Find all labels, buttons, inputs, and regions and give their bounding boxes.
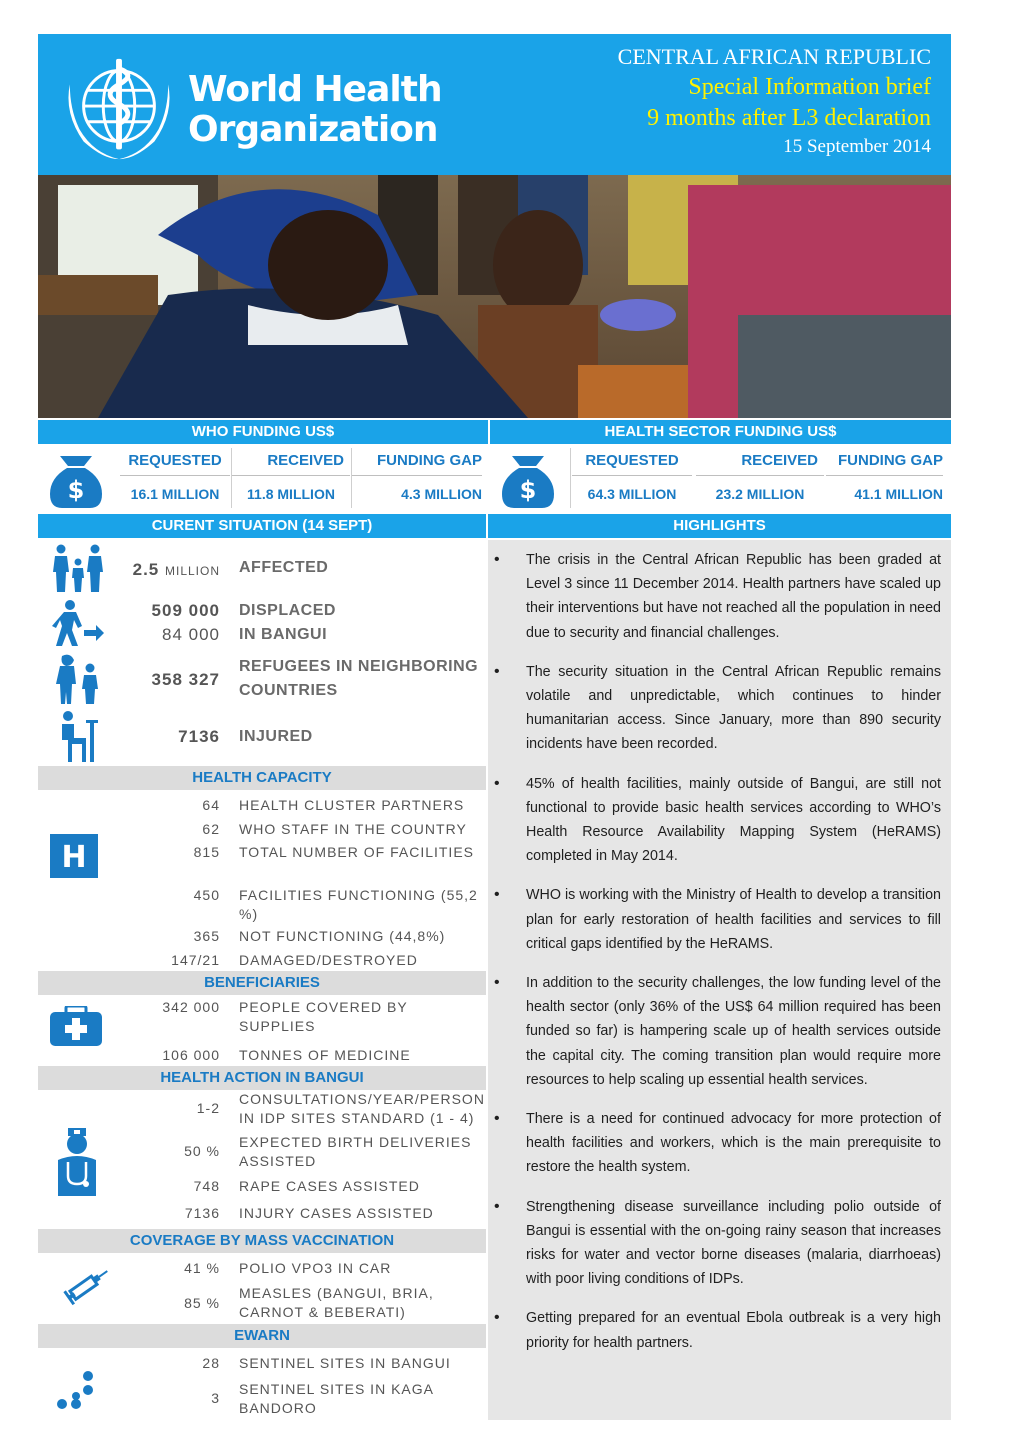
list-item — [488, 548, 951, 645]
bullet-icon: • — [494, 1110, 500, 1128]
who-requested-value: 16.1 MILLION — [130, 486, 220, 502]
bullet-icon: • — [494, 886, 500, 904]
bullet-icon: • — [494, 551, 500, 568]
capacity-label: DAMAGED/DESTROYED — [239, 952, 418, 968]
ewarn-value: 3 — [211, 1390, 220, 1406]
vaccination-value: 85 % — [184, 1295, 220, 1311]
refugees-label: REFUGEES IN NEIGHBORING COUNTRIES — [239, 658, 479, 699]
injured-label: INJURED — [239, 728, 313, 745]
highlights-panel — [488, 540, 951, 1420]
hospital-icon — [50, 834, 98, 878]
situation-title: CURENT SITUATION (14 SEPT) — [38, 514, 486, 538]
health-action-label: EXPECTED BIRTH DELIVERIES ASSISTED — [239, 1134, 472, 1169]
sector-gap-value: 41.1 MILLION — [854, 486, 943, 502]
highlight-text: WHO is working with the Ministry of Health to develop a transition plan for early restoration of health facilities and services to fill critical gaps identified by the HeRAMS. — [526, 887, 941, 952]
sector-received — [696, 446, 824, 510]
who-requested — [120, 446, 230, 510]
ewarn-label: SENTINEL SITES IN KAGA BANDORO — [239, 1381, 434, 1416]
health-action-value: 50 % — [184, 1143, 220, 1159]
beneficiaries-label: TONNES OF MEDICINE — [239, 1047, 411, 1063]
refugees-value: 358 327 — [151, 670, 220, 689]
highlight-text: 45% of health facilities, mainly outside of Bangui, are still not functional to provide basic health services according to WHO’s Health Resource Availability Mapping System (HeRAMS) completed in May 2014. — [526, 775, 941, 865]
bullet-icon: • — [494, 974, 500, 992]
affected-label: AFFECTED — [239, 559, 329, 576]
displaced-label: DISPLACED — [239, 602, 336, 619]
ewarn-title: EWARN — [38, 1324, 486, 1348]
header-banner — [38, 34, 951, 175]
health-action-label: INJURY CASES ASSISTED — [239, 1205, 434, 1221]
sector-requested-label: REQUESTED — [585, 452, 679, 469]
brief-date: 15 September 2014 — [783, 136, 931, 157]
refugees-icon — [54, 654, 102, 706]
money-bag-icon — [50, 452, 102, 508]
health-action-label: CONSULTATIONS/YEAR/PERSON IN IDP SITES STANDARD (1 - 4) — [239, 1091, 485, 1126]
highlight-text: Strengthening disease surveillance including polio outside of Bangui is essential with the on-going rainy season that increases risks for water and vector borne diseases (malaria, diarrhoeas) with poor living conditions of IDPs. — [526, 1198, 941, 1288]
svg-text:$: $ — [519, 476, 537, 504]
displaced-value: 509 000 — [151, 601, 220, 620]
who-gap-value: 4.3 MILLION — [401, 486, 482, 502]
who-funding-row — [38, 446, 488, 510]
medical-kit-icon — [50, 1006, 102, 1046]
cover-photo — [38, 175, 951, 418]
capacity-value: 365 — [193, 928, 220, 944]
sector-funding-row — [490, 446, 951, 510]
list-item — [488, 971, 951, 1092]
highlights-title: HIGHLIGHTS — [488, 514, 951, 538]
sector-funding-title: HEALTH SECTOR FUNDING US$ — [490, 420, 951, 444]
beneficiaries-label: PEOPLE COVERED BY SUPPLIES — [239, 999, 408, 1034]
ewarn-value: 28 — [202, 1355, 220, 1371]
capacity-label: HEALTH CLUSTER PARTNERS — [239, 797, 465, 813]
health-action-label: RAPE CASES ASSISTED — [239, 1178, 420, 1194]
highlight-text: There is a need for continued advocacy for more protection of health facilities and workers, which is the main prerequisite to restore the health system. — [526, 1111, 941, 1176]
who-gap — [352, 446, 482, 510]
sector-gap — [826, 446, 943, 510]
capacity-value: 64 — [202, 797, 220, 813]
displaced-person-icon — [52, 600, 104, 648]
health-action-value: 748 — [193, 1178, 220, 1194]
health-action-value: 7136 — [184, 1205, 220, 1221]
vaccination-label: MEASLES (BANGUI, BRIA, CARNOT & BEBERATI) — [239, 1285, 434, 1320]
svg-text:$: $ — [67, 476, 85, 504]
bangui-displaced-label: IN BANGUI — [239, 626, 328, 643]
sector-requested — [572, 446, 692, 510]
highlight-text: In addition to the security challenges, the low funding level of the health sector (only 36% of the US$ 64 million required has been funded so far) is hampering scale up of health services outside the capital city. The coming transition plan would require more resources to help scaling up essential health services. — [526, 975, 941, 1088]
highlight-text: The crisis in the Central African Republic has been graded at Level 3 since 11 December 2014. Health partners have scaled up their interventions but have not reached all the population in need due to security and financial challenges. — [526, 552, 941, 641]
vaccination-label: POLIO VPO3 IN CAR — [239, 1260, 392, 1276]
who-emblem-icon — [60, 54, 178, 164]
capacity-value: 62 — [202, 821, 220, 837]
brief-title-line2: 9 months after L3 declaration — [647, 105, 931, 131]
capacity-value: 147/21 — [171, 952, 220, 968]
who-gap-label: FUNDING GAP — [377, 452, 482, 469]
network-dots-icon — [56, 1370, 96, 1410]
beneficiaries-title: BENEFICIARIES — [38, 971, 486, 995]
organization-name: World Health Organization — [188, 69, 442, 150]
beneficiaries-value: 106 000 — [162, 1047, 220, 1063]
brief-title-line1: Special Information brief — [688, 74, 931, 100]
capacity-value: 450 — [193, 887, 220, 903]
highlights-list — [488, 548, 951, 1370]
who-received-value: 11.8 MILLION — [247, 486, 335, 502]
ewarn-label: SENTINEL SITES IN BANGUI — [239, 1355, 451, 1371]
sector-gap-label: FUNDING GAP — [838, 452, 943, 469]
sector-received-value: 23.2 MILLION — [715, 486, 805, 502]
list-item — [488, 772, 951, 869]
highlight-text: The security situation in the Central African Republic remains volatile and unpredictable, which continues to hinder humanitarian access. Since January, more than 890 security incidents have been recorded. — [526, 663, 941, 753]
who-funding-title: WHO FUNDING US$ — [38, 420, 488, 444]
health-action-title: HEALTH ACTION IN BANGUI — [38, 1066, 486, 1090]
who-requested-label: REQUESTED — [128, 452, 222, 469]
sector-received-label: RECEIVED — [741, 452, 818, 469]
list-item — [488, 883, 951, 956]
capacity-label: TOTAL NUMBER OF FACILITIES — [239, 844, 474, 860]
who-received-label: RECEIVED — [267, 452, 344, 469]
affected-value: 2.5 MILLION — [132, 560, 220, 579]
bangui-displaced-value: 84 000 — [162, 625, 220, 644]
country-title: CENTRAL AFRICAN REPUBLIC — [617, 44, 931, 69]
injured-value: 7136 — [178, 727, 220, 746]
beneficiaries-value: 342 000 — [162, 999, 220, 1015]
highlight-text: Getting prepared for an eventual Ebola outbreak is a very high priority for health partners. — [526, 1310, 941, 1351]
who-received — [232, 446, 350, 510]
svg-text:H: H — [61, 840, 87, 875]
capacity-label: WHO STAFF IN THE COUNTRY — [239, 821, 467, 837]
capacity-label: FACILITIES FUNCTIONING (55,2 %) — [239, 887, 478, 922]
header-title-block — [618, 42, 931, 160]
money-bag-icon — [502, 452, 554, 508]
capacity-label: NOT FUNCTIONING (44,8%) — [239, 928, 446, 944]
list-item — [488, 1107, 951, 1180]
list-item — [488, 1306, 951, 1354]
health-action-value: 1-2 — [196, 1100, 220, 1116]
family-icon — [52, 544, 104, 594]
health-capacity-title: HEALTH CAPACITY — [38, 766, 486, 790]
health-worker-icon — [54, 1126, 100, 1196]
bullet-icon: • — [494, 1197, 500, 1215]
vaccination-title: COVERAGE BY MASS VACCINATION — [38, 1229, 486, 1253]
bullet-icon: • — [494, 1309, 500, 1327]
capacity-value: 815 — [193, 844, 220, 860]
list-item — [488, 1195, 951, 1292]
list-item — [488, 660, 951, 757]
syringe-icon — [62, 1266, 110, 1306]
bullet-icon: • — [494, 774, 500, 792]
bullet-icon: • — [494, 662, 500, 680]
vaccination-value: 41 % — [184, 1260, 220, 1276]
injured-person-icon — [60, 710, 100, 762]
sector-requested-value: 64.3 MILLION — [587, 486, 677, 502]
